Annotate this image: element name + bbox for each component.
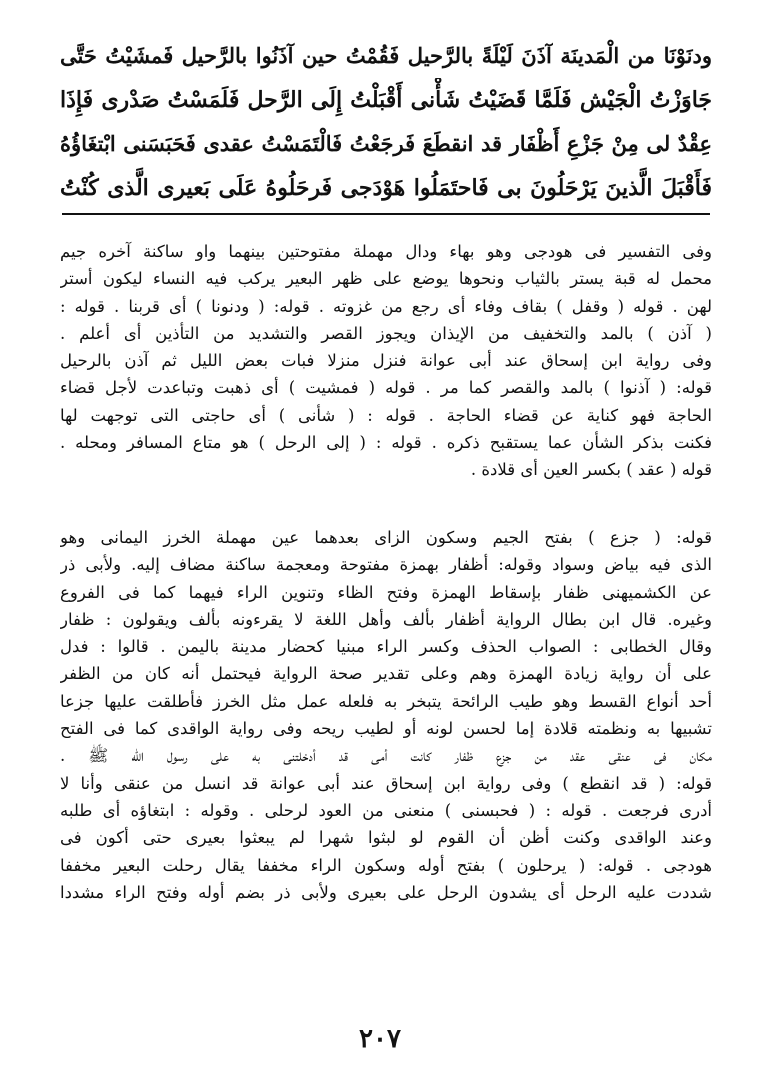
commentary-line: وفى رواية ابن إسحاق عند أبى عوانة فنزل منزلا فبات بعض الليل ثم آذن بالرحيل <box>60 351 712 371</box>
hadith-line: ودنَوْنَا من الْمَدينَة آذَنَ لَيْلَةً بالرَّحيل فَقُمْتُ حين آذَنُوا بالرَّحيل فَمشَيْتُ حَتَّى <box>60 43 712 68</box>
commentary-line: عن الكشميهنى ظفار بإسقاط الهمزة وفتح الظاء وتنوين الراء فيهما كما فى الفروع <box>60 582 712 602</box>
commentary-line: وفى التفسير فى هودجى وهو بهاء ودال مهملة مفتوحتين بينهما واو ساكنة آخره جيم <box>60 242 712 261</box>
commentary-line: قوله: ( جزع ) بفتح الجيم وسكون الزاى بعدهما عين مهملة الخرز اليمانى وهو <box>60 528 712 547</box>
commentary-block-1 <box>60 238 712 484</box>
commentary-line: على أن رواية زيادة الهمزة وهم وعلى تقدير صحة الرواية فيحتمل أنه كان من الظفر <box>60 664 712 684</box>
commentary-line: أحد أنواع القسط وهو طيب الرائحة يتبخر به فلعله عمل مثل الخرز فأطلقت عليها جزعا <box>60 691 712 711</box>
commentary-line: قوله: ( آذنوا ) بالمد والقصر كما مر . قوله ( فمشيت ) أى ذهبت وتباعدت لأجل قضاء <box>60 378 712 398</box>
hadith-line: فَأَقْبَلَ الَّذينَ يَرْحَلُونَ بى فَاحتَمَلُوا هَوْدَجى فَرحَلُوهُ عَلَى بَعيرى الَّذى كُنْتُ <box>60 175 712 201</box>
page-number: ٢٠٧ <box>359 1024 401 1054</box>
hadith-line: عِقْدٌ لى مِنْ جَزْعِ أَظْفَار قد انقطَعَ فَرجَعْتُ فَالْتَمَسْتُ عقدى فَحَبَسَنى ابْتغَاؤُهُ <box>60 131 712 156</box>
hadith-line: جَاوَزْتُ الْجَيْش فَلَمَّا قَضَيْتُ شَأْنى أَقْبَلْتُ إِلَى الرَّحل فَلَمَسْتُ صَدْرى فَإِذَا <box>60 87 712 113</box>
commentary-line: قوله ( عقد ) بكسر العين أى قلادة . <box>470 460 712 480</box>
commentary-line: مكان فى عنقى عقد من جزع ظفار كانت أمى قد أدخلتنى به على رسول الله ﷺ . <box>60 746 712 766</box>
commentary-line: قوله: ( قد انقطع ) وفى رواية ابن إسحاق عند أبى عوانة قد انسل من عنقى وأنا لا <box>60 773 712 793</box>
commentary-line: وغيره. قال ابن بطال الرواية أظفار بألف وأهل اللغة لا يقرءونه بألف ويقولون : ظفار <box>60 609 712 629</box>
commentary-line: الذى فيه بياض وسواد وقوله: أظفار بهمزة مفتوحة ومعجمة ساكنة مضاف إليه. ولأبى ذر <box>60 555 712 575</box>
commentary-line: تشبيها به ونظمته قلادة إما لحسن لونه أو لطيب ريحه وفى رواية الواقدى كما فى الفتح <box>60 719 712 739</box>
commentary-line: محمل له قبة يستر بالثياب ونحوها يوضع على ظهر البعير يركب فيه النساء ليكون أستر <box>60 269 712 289</box>
commentary-line: لهن . قوله ( وقفل ) بقاف وفاء أى رجع من غزوته . قوله: ( ودنونا ) أى قربنا . قوله : <box>60 296 712 316</box>
commentary-line: شددت عليه الرحل أى يشدون الرحل على بعيرى ولأبى ذر بضم أوله وفتح الراء مشددا <box>60 882 712 902</box>
hadith-text <box>60 34 712 210</box>
commentary-line: ( آذن ) بالمد والتخفيف من الإيذان ويجوز القصر والتشديد من التأذين أى أعلم . <box>60 323 712 343</box>
commentary-line: أدرى فرجعت . قوله : ( فحبسنى ) منعنى من العود لرحلى . وقوله : ابتغاؤه أى طلبه <box>60 800 712 820</box>
commentary-line: هودجى . قوله: ( يرحلون ) بفتح أوله وسكون الراء مخففا يقال رحلت البعير مخففا <box>60 855 712 875</box>
section-divider <box>62 213 710 215</box>
commentary-block-2 <box>60 524 712 906</box>
commentary-line: وعند الواقدى وكنت أظن أن القوم لو لبثوا شهرا لم يبعثوا بعيرى حتى أكون فى <box>60 828 712 848</box>
commentary-line: فكنت بذكر الشأن عما يستقبح ذكره . قوله : ( إلى الرحل ) هو متاع المسافر ومحله . <box>60 433 712 453</box>
commentary-line: وقال الخطابى : الصواب الحذف وكسر الراء مبنيا كحضار مدينة باليمن . قالوا : فدل <box>60 637 712 657</box>
commentary-line: الحاجة فهو كناية عن قضاء الحاجة . قوله : ( شأنى ) أى حاجتى التى توجهت لها <box>60 405 712 425</box>
